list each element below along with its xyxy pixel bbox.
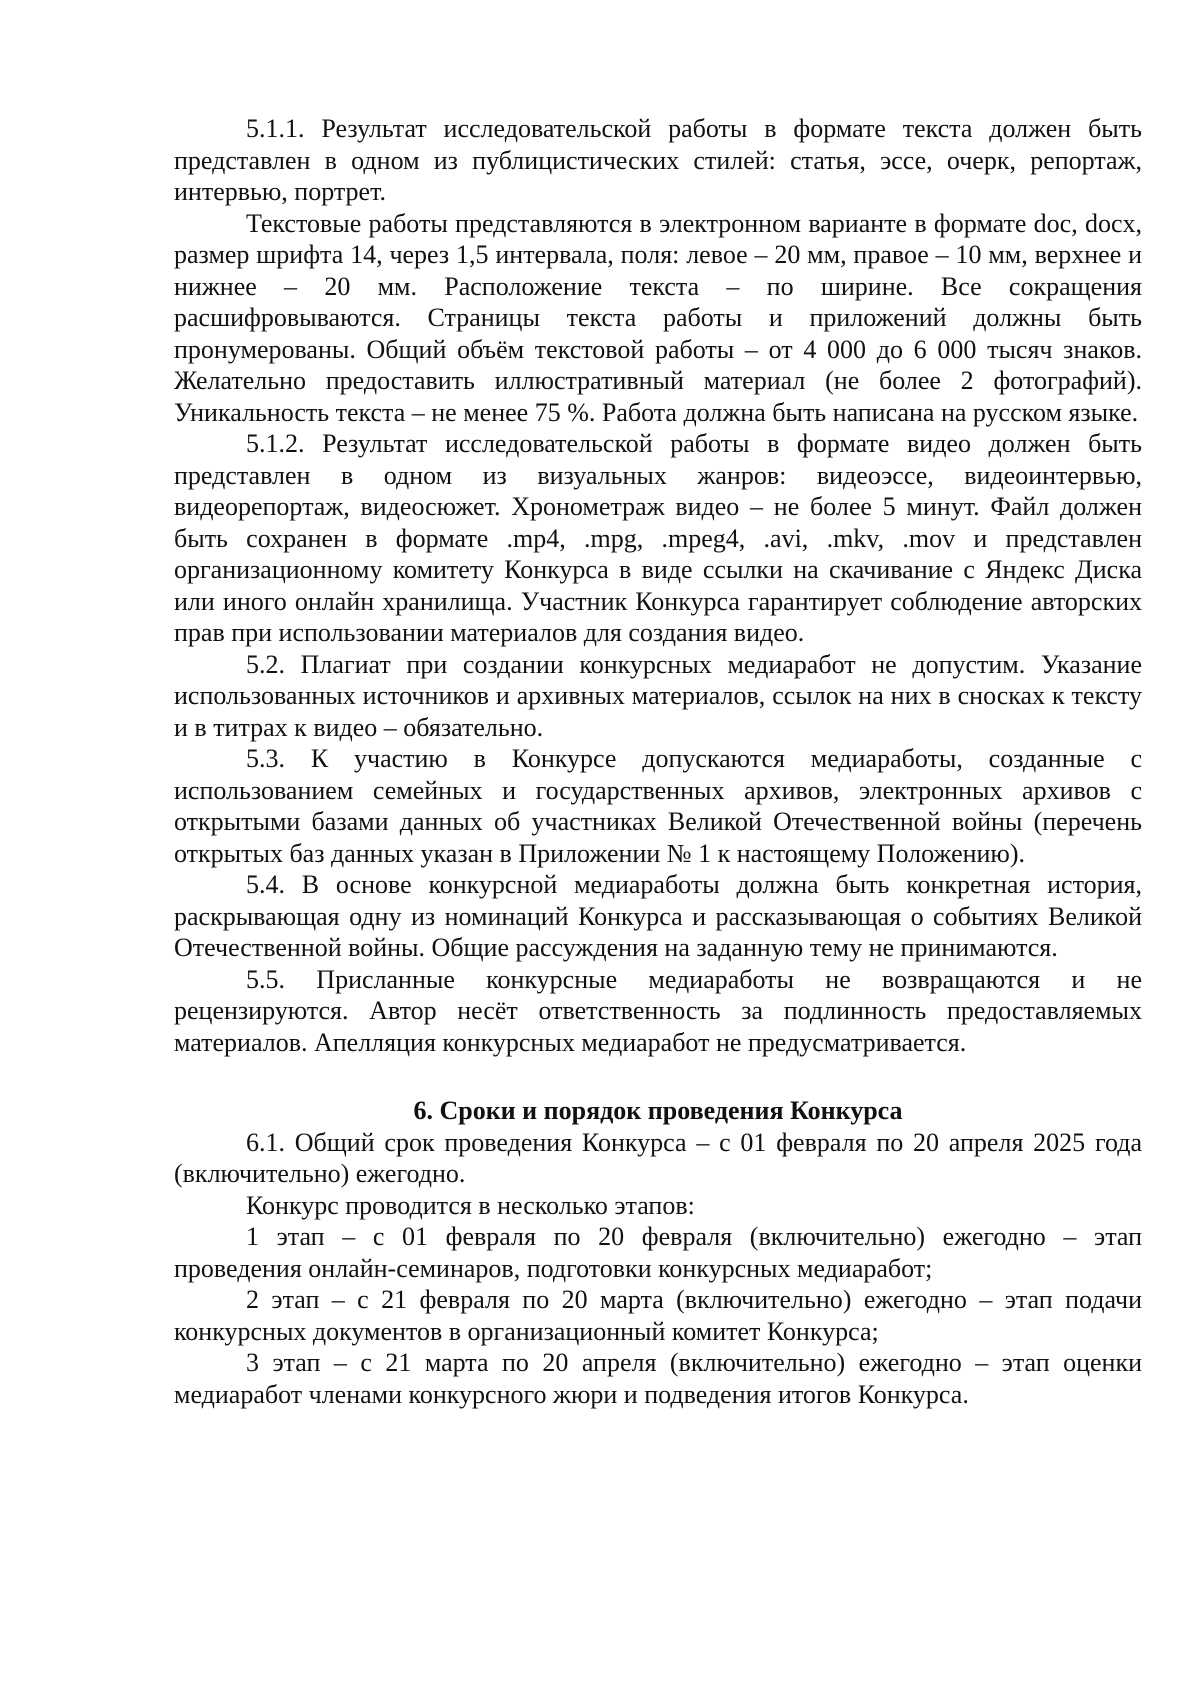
paragraph-stage-1: 1 этап – с 01 февраля по 20 февраля (включительно) ежегодно – этап проведения онлайн-семинаров, подготовки конкурсных медиаработ;: [174, 1222, 1142, 1283]
document-page: [174, 113, 1142, 1410]
paragraph-stage-2: 2 этап – с 21 февраля по 20 марта (включительно) ежегодно – этап подачи конкурсных документов в организационный комитет Конкурса;: [174, 1285, 1142, 1346]
paragraph-5-4: 5.4. В основе конкурсной медиаработы должна быть конкретная история, раскрывающая одну из номинаций Конкурса и рассказывающая о событиях Великой Отечественной войны. Общие рассуждения на заданную тему не принимаются.: [174, 870, 1142, 962]
paragraph-5-3: 5.3. К участию в Конкурсе допускаются медиаработы, созданные с использованием семейных и государственных архивов, электронных архивов с открытыми базами данных об участниках Великой Отечественной войны (перечень открытых баз данных указан в Приложении № 1 к настоящему Положению).: [174, 744, 1142, 868]
paragraph-stages-intro: Конкурс проводится в несколько этапов:: [246, 1190, 695, 1220]
paragraph-5-1-1: 5.1.1. Результат исследовательской работы в формате текста должен быть представлен в одном из публицистических стилей: статья, эссе, очерк, репортаж, интервью, портрет.: [174, 114, 1142, 206]
paragraph-6-1: 6.1. Общий срок проведения Конкурса – с 01 февраля по 20 апреля 2025 года (включительно) ежегодно.: [174, 1127, 1142, 1188]
paragraph-5-2: 5.2. Плагиат при создании конкурсных медиаработ не допустим. Указание использованных источников и архивных материалов, ссылок на них в сносках к тексту и в титрах к видео – обязательно.: [174, 649, 1142, 742]
paragraph-5-5: 5.5. Присланные конкурсные медиаработы не возвращаются и не рецензируются. Автор несёт ответственность за подлинность предоставляемых материалов. Апелляция конкурсных медиаработ не предусматривается.: [174, 964, 1142, 1057]
section-heading: 6. Сроки и порядок проведения Конкурса: [413, 1096, 903, 1125]
paragraph-text-requirements: Текстовые работы представляются в электронном варианте в формате doc, docx, размер шрифта 14, через 1,5 интервала, поля: левое – 20 мм, правое – 10 мм, верхнее и нижнее – 20 мм. Расположение текста – по ширине. Все сокращения расшифровываются. Страницы текста работы и приложений должны быть пронумерованы. Общий объём текстовой работы – от 4 000 до 6 000 тысяч знаков. Желательно предоставить иллюстративный материал (не более 2 фотографий). Уникальность текста – не менее 75 %. Работа должна быть написана на русском языке.: [174, 208, 1142, 427]
paragraph-stage-3: 3 этап – с 21 марта по 20 апреля (включительно) ежегодно – этап оценки медиаработ членами конкурсного жюри и подведения итогов Конкурса.: [174, 1348, 1142, 1409]
paragraph-5-1-2: 5.1.2. Результат исследовательской работы в формате видео должен быть представлен в одном из визуальных жанров: видеоэссе, видеоинтервью, видеорепортаж, видеосюжет. Хронометраж видео – не более 5 минут. Файл должен быть сохранен в формате .mp4, .mpg, .mpeg4, .avi, .mkv, .mov и представлен организационному комитету Конкурса в виде ссылки на скачивание с Яндекс Диска или иного онлайн хранилища. Участник Конкурса гарантирует соблюдение авторских прав при использовании материалов для создания видео.: [174, 429, 1142, 647]
